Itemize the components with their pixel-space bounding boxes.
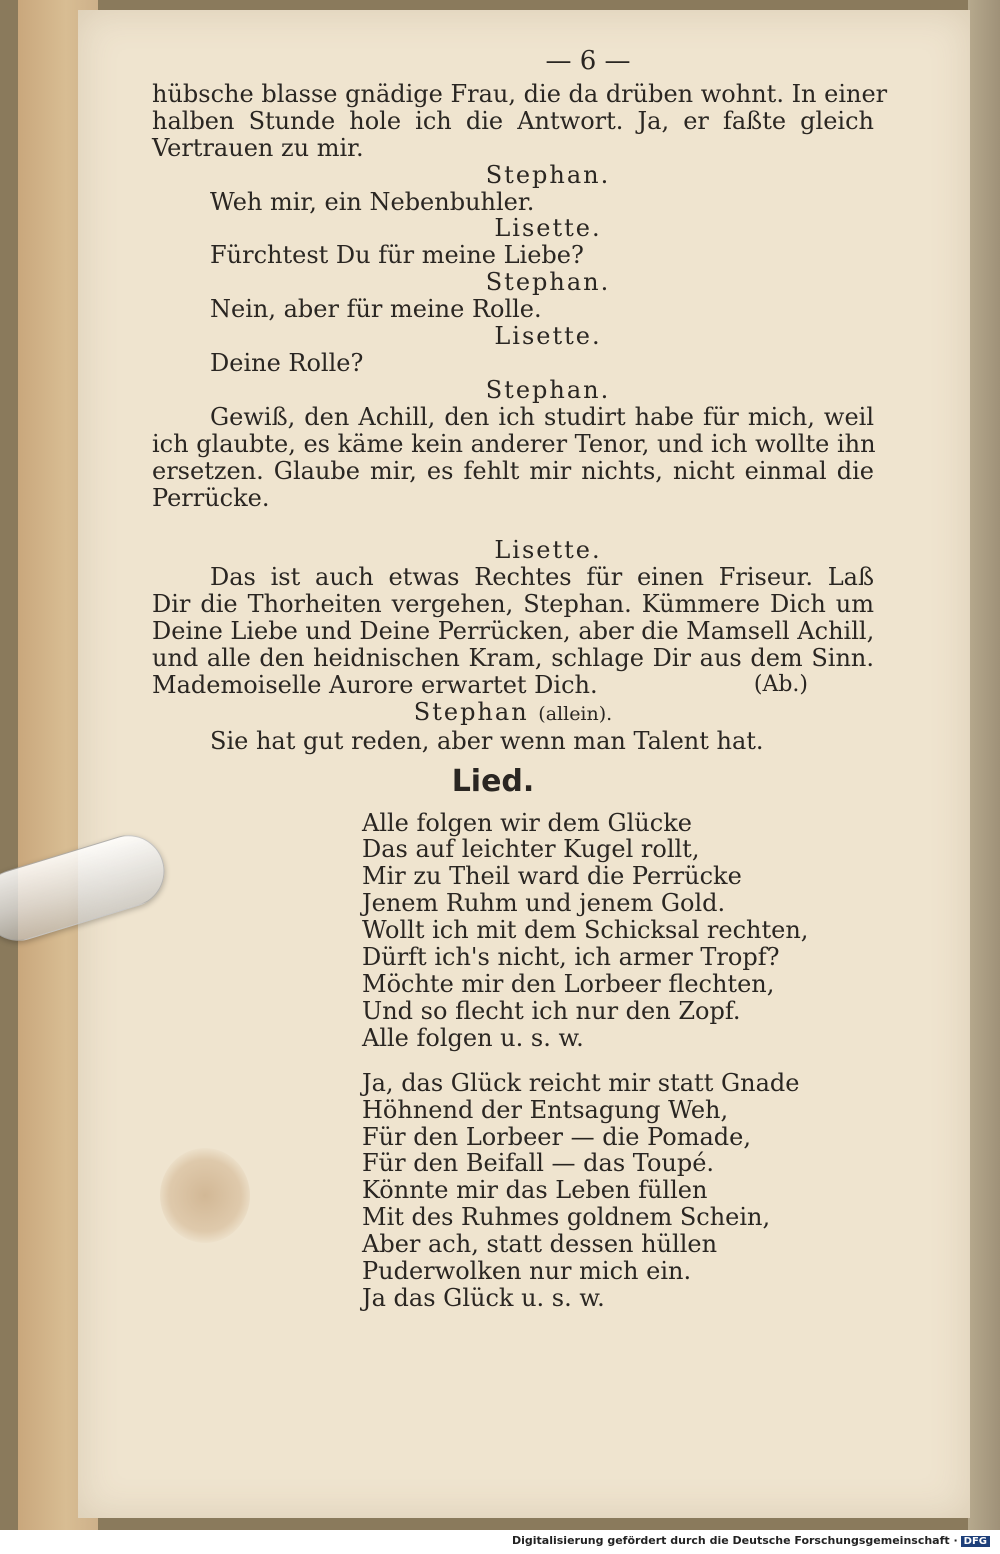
footer-credit <box>512 1534 990 1547</box>
speaker-name: Stephan. <box>485 160 611 189</box>
verse-line: Möchte mir den Lorbeer flechten, <box>362 970 775 998</box>
text-line: Weh mir, ein Nebenbuhler. <box>210 187 535 216</box>
text-line <box>152 672 874 699</box>
speaker-name: Lisette. <box>494 322 602 351</box>
text-line: Fürchtest Du für meine Liebe? <box>210 241 584 270</box>
text-line: Das ist auch etwas Rechtes für einen Friseur. Laß <box>210 563 874 592</box>
verse-line: Alle folgen wir dem Glücke <box>362 808 692 837</box>
text-line: Dir die Thorheiten vergehen, Stephan. Kümmere Dich um <box>152 590 874 619</box>
verse-line: Und so flecht ich nur den Zopf. <box>362 996 741 1025</box>
verse-line: Aber ach, statt dessen hüllen <box>362 1230 718 1259</box>
speaker-name: Lisette. <box>494 536 602 565</box>
text-line: Deine Rolle? <box>210 348 364 377</box>
text-line-content: Mademoiselle Aurore erwartet Dich. <box>152 670 598 699</box>
text-line: Vertrauen zu mir. <box>152 133 364 162</box>
page-number: — 6 — <box>545 46 631 76</box>
text-line: Deine Liebe und Deine Perrücken, aber die Mamsell Achill, <box>152 617 875 646</box>
speaker-label: Stephan <box>413 697 529 726</box>
verse-line: Ja das Glück u. s. w. <box>362 1283 605 1312</box>
text-line: Nein, aber für meine Rolle. <box>210 295 542 324</box>
speaker-name <box>152 699 874 728</box>
text-line: Gewiß, den Achill, den ich studirt habe für mich, weil <box>210 402 874 431</box>
speaker-name: Stephan. <box>485 268 611 297</box>
stage-direction: (Ab.) <box>753 671 808 697</box>
speaker-name: Lisette. <box>494 214 602 243</box>
verse-line: Jenem Ruhm und jenem Gold. <box>362 889 726 918</box>
verse-line: Dürft ich's nicht, ich armer Tropf? <box>362 943 780 972</box>
footer-text: Digitalisierung gefördert durch die Deutsche Forschungsgemeinschaft · <box>511 1534 958 1547</box>
verse-line: Könnte mir das Leben füllen <box>362 1176 708 1205</box>
verse-line: Wollt ich mit dem Schicksal rechten, <box>362 916 809 945</box>
speaker-name: Stephan. <box>485 375 611 404</box>
verse-line: Puderwolken nur mich ein. <box>362 1257 692 1286</box>
text-line: ich glaubte, es käme kein anderer Tenor, und ich wollte ihn <box>152 429 876 458</box>
verse-line: Für den Lorbeer — die Pomade, <box>362 1122 751 1151</box>
prose-top <box>152 79 888 162</box>
text-line: hübsche blasse gnädige Frau, die da drüben wohnt. In einer <box>152 79 888 108</box>
verse-line: Für den Beifall — das Toupé. <box>362 1149 715 1178</box>
song-title: Lied. <box>451 763 535 799</box>
speaker-direction: (allein). <box>538 702 613 725</box>
page-binding-edge <box>968 0 1000 1530</box>
text-line: ersetzen. Glaube mir, es fehlt mir nichts, nicht einmal die <box>152 456 874 485</box>
song-stanza-1 <box>152 810 874 1052</box>
page-text <box>152 46 888 1312</box>
verse-line: Mit des Ruhmes goldnem Schein, <box>362 1203 771 1232</box>
verse-line: Alle folgen u. s. w. <box>362 1023 584 1052</box>
text-line: Perrücke. <box>152 483 270 512</box>
verse-line: Mir zu Theil ward die Perrücke <box>362 862 742 891</box>
verse-line: Das auf leichter Kugel rollt, <box>362 835 700 864</box>
verse-line: Ja, das Glück reicht mir statt Gnade <box>362 1068 800 1097</box>
song-stanza-2 <box>152 1070 874 1312</box>
dfg-logo: DFG <box>961 1536 990 1547</box>
text-line: und alle den heidnischen Kram, schlage Dir aus dem Sinn. <box>152 644 874 673</box>
text-line: halben Stunde hole ich die Antwort. Ja, er faßte gleich <box>152 106 874 135</box>
text-line: Sie hat gut reden, aber wenn man Talent hat. <box>210 726 764 755</box>
verse-line: Höhnend der Entsagung Weh, <box>362 1095 729 1124</box>
